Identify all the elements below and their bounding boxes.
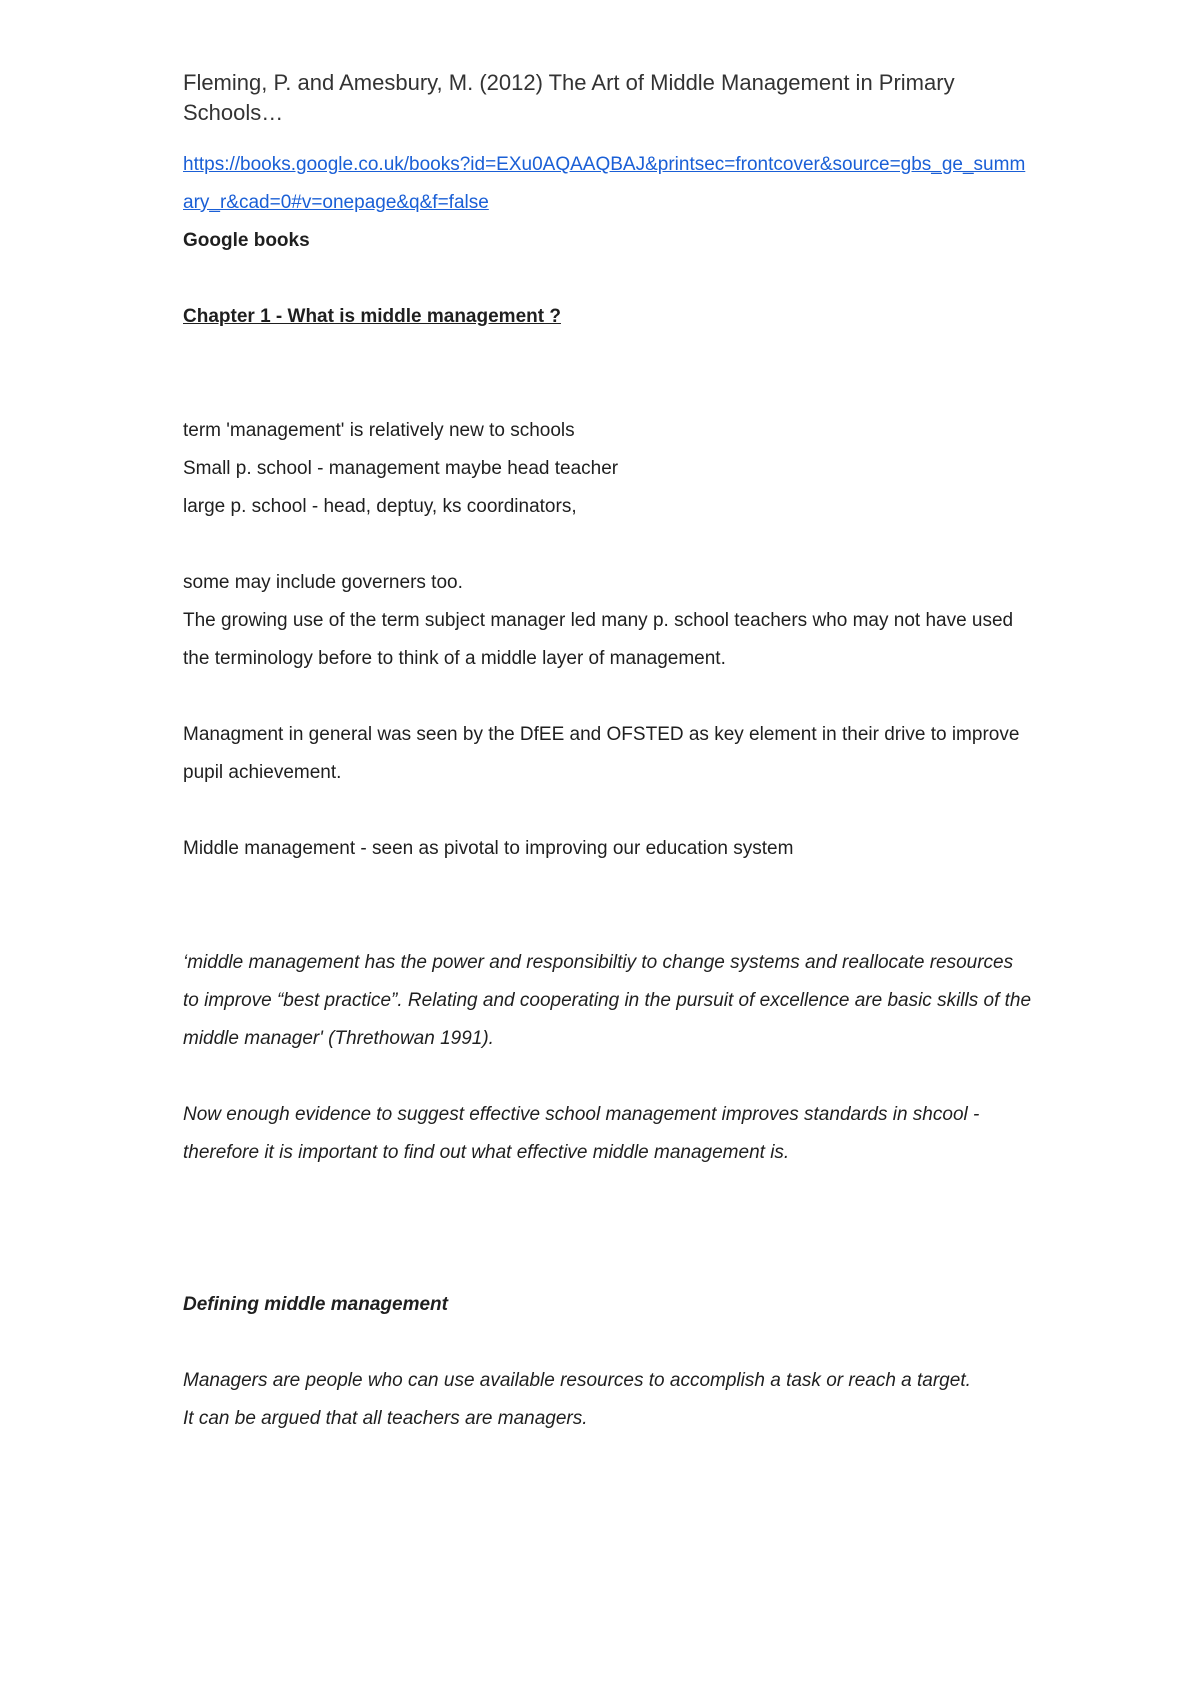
evidence-paragraph: Now enough evidence to suggest effective school management improves standards in shcool - therefore it is important to find out what effective middle management is. [183, 1104, 980, 1163]
note-line: term 'management' is relatively new to schools [183, 420, 575, 441]
google-books-link[interactable]: https://books.google.co.uk/books?id=EXu0AQAAQBAJ&printsec=frontcover&source=gbs_ge_summary_r&cad=0#v=onepage&q&f=false [183, 154, 1026, 213]
quote-paragraph: ‘middle management has the power and responsibiltiy to change systems and reallocate resources to improve “best practice”. Relating and cooperating in the pursuit of excellence are basic skills of the middle manager' (Threthowan 1991). [183, 952, 1032, 1049]
section-heading: Defining middle management [183, 1294, 448, 1315]
definition-paragraph: Managers are people who can use available resources to accomplish a task or reach a target. [183, 1370, 971, 1391]
governers-note: some may include governers too. [183, 572, 463, 593]
note-line: Small p. school - management maybe head teacher [183, 458, 619, 479]
management-note: Managment in general was seen by the DfEE and OFSTED as key element in their drive to improve pupil achievement. [183, 724, 1020, 783]
middle-management-note: Middle management - seen as pivotal to improving our education system [183, 838, 794, 859]
note-line: large p. school - head, deptuy, ks coordinators, [183, 496, 577, 517]
chapter-heading: Chapter 1 - What is middle management ? [183, 306, 561, 327]
document-page [183, 68, 1033, 1438]
subject-manager-note: The growing use of the term subject manager led many p. school teachers who may not have used the terminology before to think of a middle layer of management. [183, 610, 1014, 669]
teachers-note: It can be argued that all teachers are managers. [183, 1408, 588, 1429]
document-title: Fleming, P. and Amesbury, M. (2012) The Art of Middle Management in Primary Schools… [183, 70, 955, 125]
link-label: Google books [183, 230, 310, 251]
